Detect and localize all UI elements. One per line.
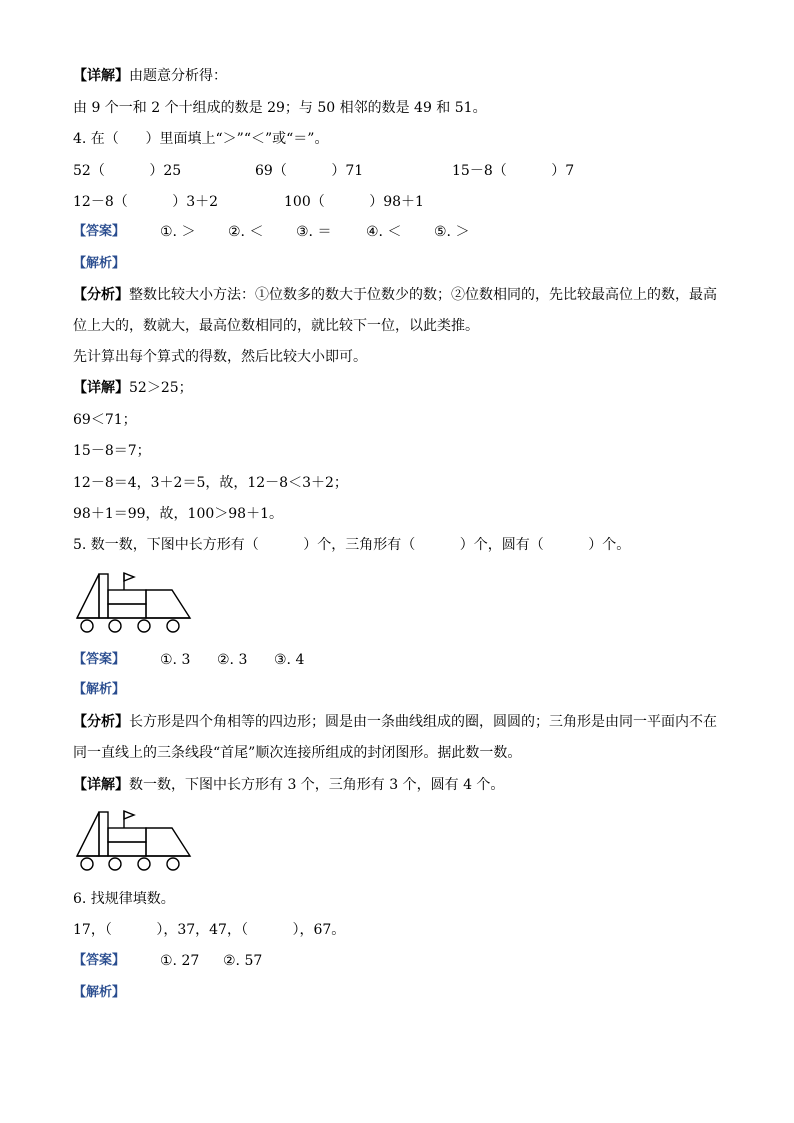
q4-item-5: 100（ ）98＋1 — [284, 194, 424, 210]
detail-text: 由题意分析得： — [129, 68, 227, 84]
q4-answer-5: ⑤. ＞ — [434, 224, 470, 240]
q5-fenxi-2: 同一直线上的三条线段“首尾”顺次连接所组成的封闭图形。据此数一数。 — [73, 745, 522, 761]
q4-fenxi-1 — [73, 285, 717, 305]
train-figure-1 — [72, 570, 194, 636]
flag-triangle — [124, 573, 134, 581]
q6-title: 6. 找规律填数。 — [73, 891, 175, 907]
q4-answer-1: ①. ＞ — [160, 224, 196, 240]
fenxi-tag: 【分析】 — [73, 714, 129, 730]
q4-answer-label: 【答案】 — [73, 224, 126, 239]
rectangle-top — [108, 590, 146, 604]
q4-fenxi-3: 先计算出每个算式的得数，然后比较大小即可。 — [73, 349, 367, 365]
q5-answer-3: ③. 4 — [274, 652, 305, 668]
q5-answer-2: ②. 3 — [217, 652, 248, 668]
q4-xiangjie-3: 15－8＝7； — [73, 443, 151, 459]
q6-sequence: 17，（ ），37，47，（ ），67。 — [73, 922, 346, 938]
trapezoid-front — [146, 590, 190, 618]
q4-answer-4: ④. ＜ — [366, 224, 402, 240]
wheel-3 — [138, 620, 150, 632]
q4-item-2: 69（ ）71 — [255, 163, 364, 179]
wheel-4 — [167, 620, 179, 632]
rectangle-cab — [99, 574, 108, 618]
detail-tag: 【详解】 — [73, 68, 129, 84]
xiangjie-tag: 【详解】 — [73, 380, 129, 396]
q4-item-3: 15－8（ ）7 — [452, 163, 575, 179]
detail-line-1 — [73, 66, 227, 86]
q5-answer-label: 【答案】 — [73, 652, 126, 667]
q4-xiangjie-5: 98＋1＝99，故，100＞98＋1。 — [73, 506, 283, 522]
q4-answer-3: ③. ＝ — [296, 224, 332, 240]
q5-analysis-label: 【解析】 — [73, 682, 126, 697]
rectangle-body — [108, 604, 146, 618]
q4-xiangjie-2: 69＜71； — [73, 412, 137, 428]
q4-item-4: 12－8（ ）3＋2 — [73, 194, 219, 210]
q4-title: 4. 在（ ）里面填上“＞”“＜”或“＝”。 — [73, 131, 329, 147]
fenxi-text: 整数比较大小方法：①位数多的数大于位数少的数；②位数相同的，先比较最高位上的数，最高 — [129, 287, 717, 303]
triangle-left — [77, 574, 99, 618]
xiangjie-tag: 【详解】 — [73, 777, 129, 793]
q6-analysis-label: 【解析】 — [73, 985, 126, 1000]
q5-answer-1: ①. 3 — [160, 652, 191, 668]
q4-xiangjie-4: 12－8＝4，3＋2＝5，故，12－8＜3＋2； — [73, 475, 348, 491]
q6-answer-2: ②. 57 — [223, 953, 263, 969]
q5-xiangjie-1 — [73, 775, 504, 795]
q5-fenxi-1 — [73, 712, 717, 732]
q4-xiangjie-1 — [73, 378, 193, 398]
detail-line-2: 由 9 个一和 2 个十组成的数是 29；与 50 相邻的数是 49 和 51。 — [73, 100, 487, 116]
q4-analysis-label: 【解析】 — [73, 256, 126, 271]
q4-answer-2: ②. ＜ — [228, 224, 264, 240]
fenxi-text: 长方形是四个角相等的四边形；圆是由一条曲线组成的圈，圆圆的；三角形是由同一平面内不在 — [129, 714, 717, 730]
q4-item-1: 52（ ）25 — [73, 163, 182, 179]
wheel-1 — [81, 620, 93, 632]
xiangjie-text: 52＞25； — [129, 380, 193, 396]
q6-answer-1: ①. 27 — [160, 953, 200, 969]
q4-fenxi-2: 位上大的，数就大，最高位数相同的，就比较下一位，以此类推。 — [73, 318, 479, 334]
fenxi-tag: 【分析】 — [73, 287, 129, 303]
wheel-2 — [109, 620, 121, 632]
q6-answer-label: 【答案】 — [73, 953, 126, 968]
train-figure-2 — [72, 808, 194, 874]
q5-title: 5. 数一数，下图中长方形有（ ）个，三角形有（ ）个，圆有（ ）个。 — [73, 537, 631, 553]
xiangjie-text: 数一数，下图中长方形有 3 个，三角形有 3 个，圆有 4 个。 — [129, 777, 505, 793]
